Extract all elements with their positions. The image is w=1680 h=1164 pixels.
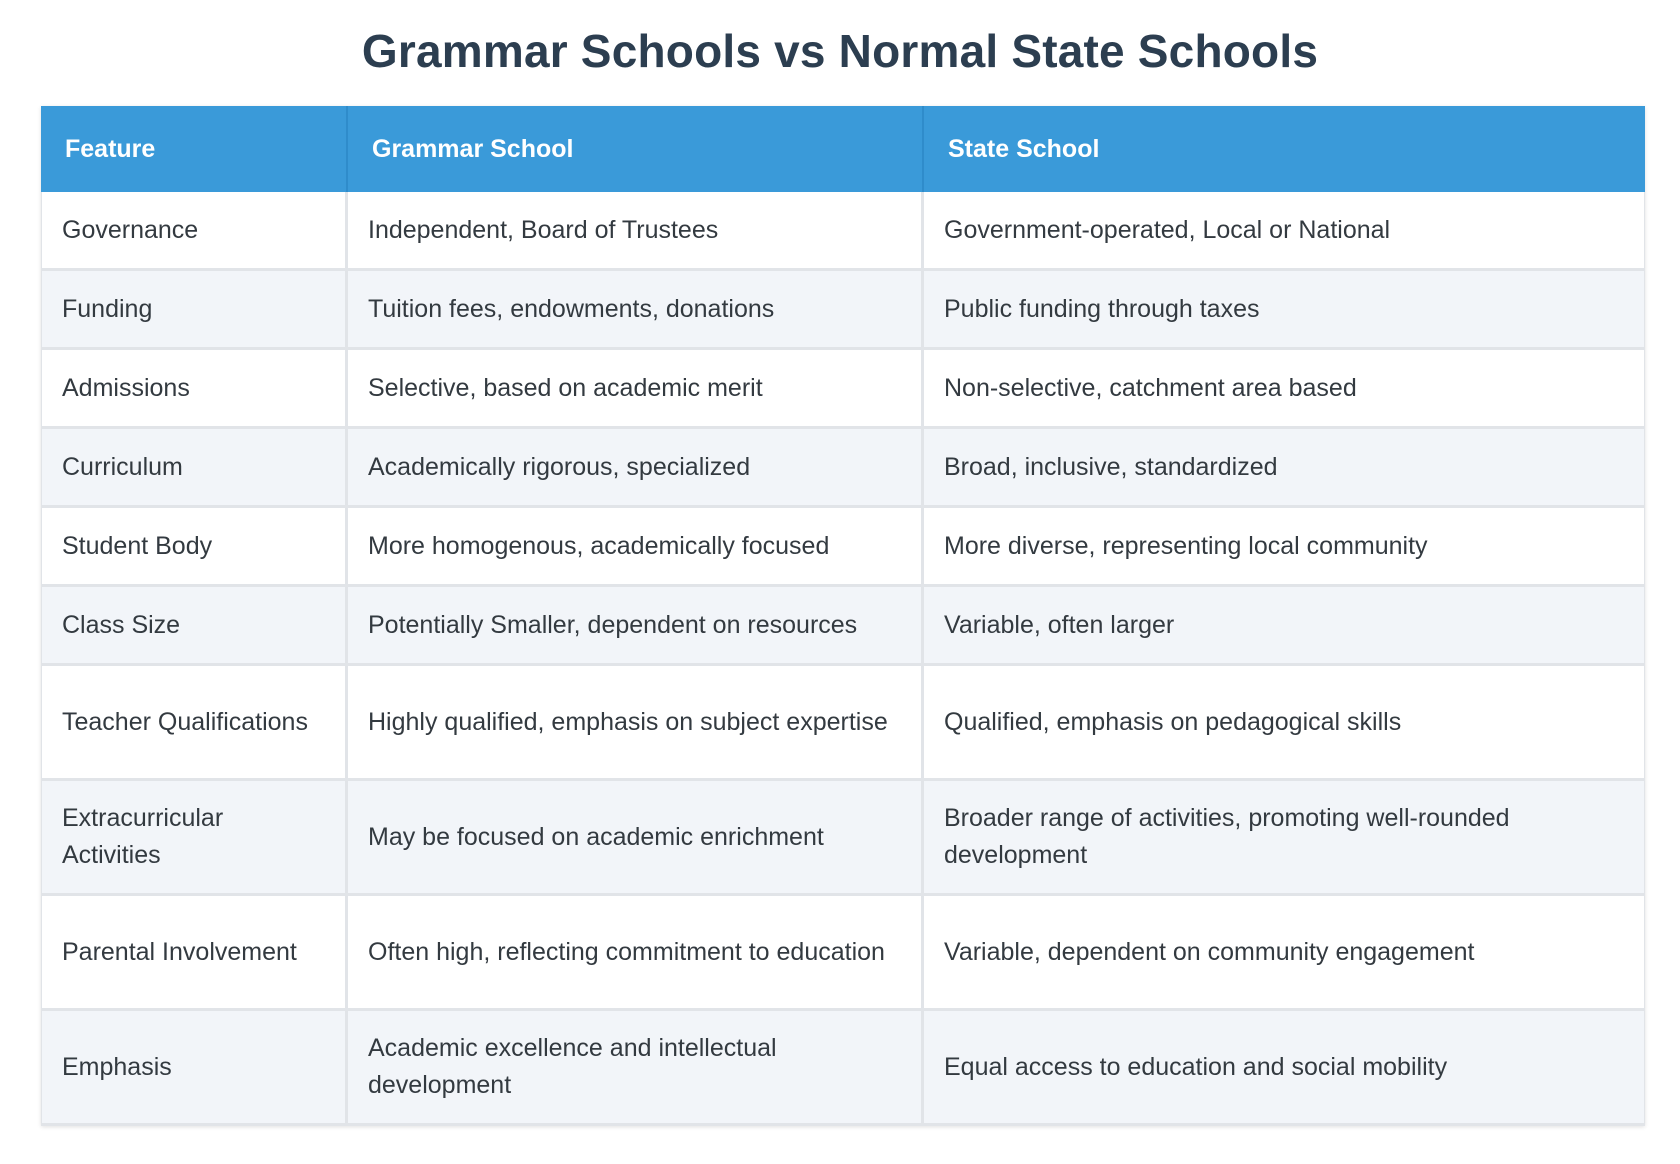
state-cell: Broader range of activities, promoting well-rounded development [924,781,1645,896]
feature-cell: Emphasis [41,1011,348,1126]
table-row [41,587,1645,666]
table-row [41,192,1645,271]
feature-cell: Admissions [41,350,348,429]
feature-cell: Class Size [41,587,348,666]
grammar-cell: Academically rigorous, specialized [348,429,924,508]
feature-cell: Teacher Qualifications [41,666,348,781]
table-row [41,508,1645,587]
table-row [41,781,1645,896]
table-body [41,192,1645,1126]
header-state-school: State School [924,106,1645,192]
feature-cell: Funding [41,271,348,350]
feature-cell: Parental Involvement [41,896,348,1011]
header-feature: Feature [41,106,348,192]
state-cell: Government-operated, Local or National [924,192,1645,271]
state-cell: Variable, often larger [924,587,1645,666]
table-row [41,1011,1645,1126]
grammar-cell: Academic excellence and intellectual development [348,1011,924,1126]
grammar-cell: Often high, reflecting commitment to education [348,896,924,1011]
state-cell: Equal access to education and social mobility [924,1011,1645,1126]
comparison-table-container [41,106,1645,1126]
table-header [41,106,1645,192]
state-cell: Variable, dependent on community engagement [924,896,1645,1011]
state-cell: More diverse, representing local community [924,508,1645,587]
grammar-cell: Selective, based on academic merit [348,350,924,429]
grammar-cell: May be focused on academic enrichment [348,781,924,896]
state-cell: Qualified, emphasis on pedagogical skills [924,666,1645,781]
header-row [41,106,1645,192]
table-row [41,271,1645,350]
table-row [41,429,1645,508]
state-cell: Public funding through taxes [924,271,1645,350]
grammar-cell: More homogenous, academically focused [348,508,924,587]
table-row [41,896,1645,1011]
table-row [41,350,1645,429]
feature-cell: Extracurricular Activities [41,781,348,896]
grammar-cell: Highly qualified, emphasis on subject expertise [348,666,924,781]
state-cell: Broad, inclusive, standardized [924,429,1645,508]
table-row [41,666,1645,781]
page-title: Grammar Schools vs Normal State Schools [361,25,1319,77]
grammar-cell: Independent, Board of Trustees [348,192,924,271]
header-grammar-school: Grammar School [348,106,924,192]
feature-cell: Governance [41,192,348,271]
grammar-cell: Potentially Smaller, dependent on resources [348,587,924,666]
feature-cell: Student Body [41,508,348,587]
state-cell: Non-selective, catchment area based [924,350,1645,429]
feature-cell: Curriculum [41,429,348,508]
grammar-cell: Tuition fees, endowments, donations [348,271,924,350]
comparison-table [41,106,1645,1126]
